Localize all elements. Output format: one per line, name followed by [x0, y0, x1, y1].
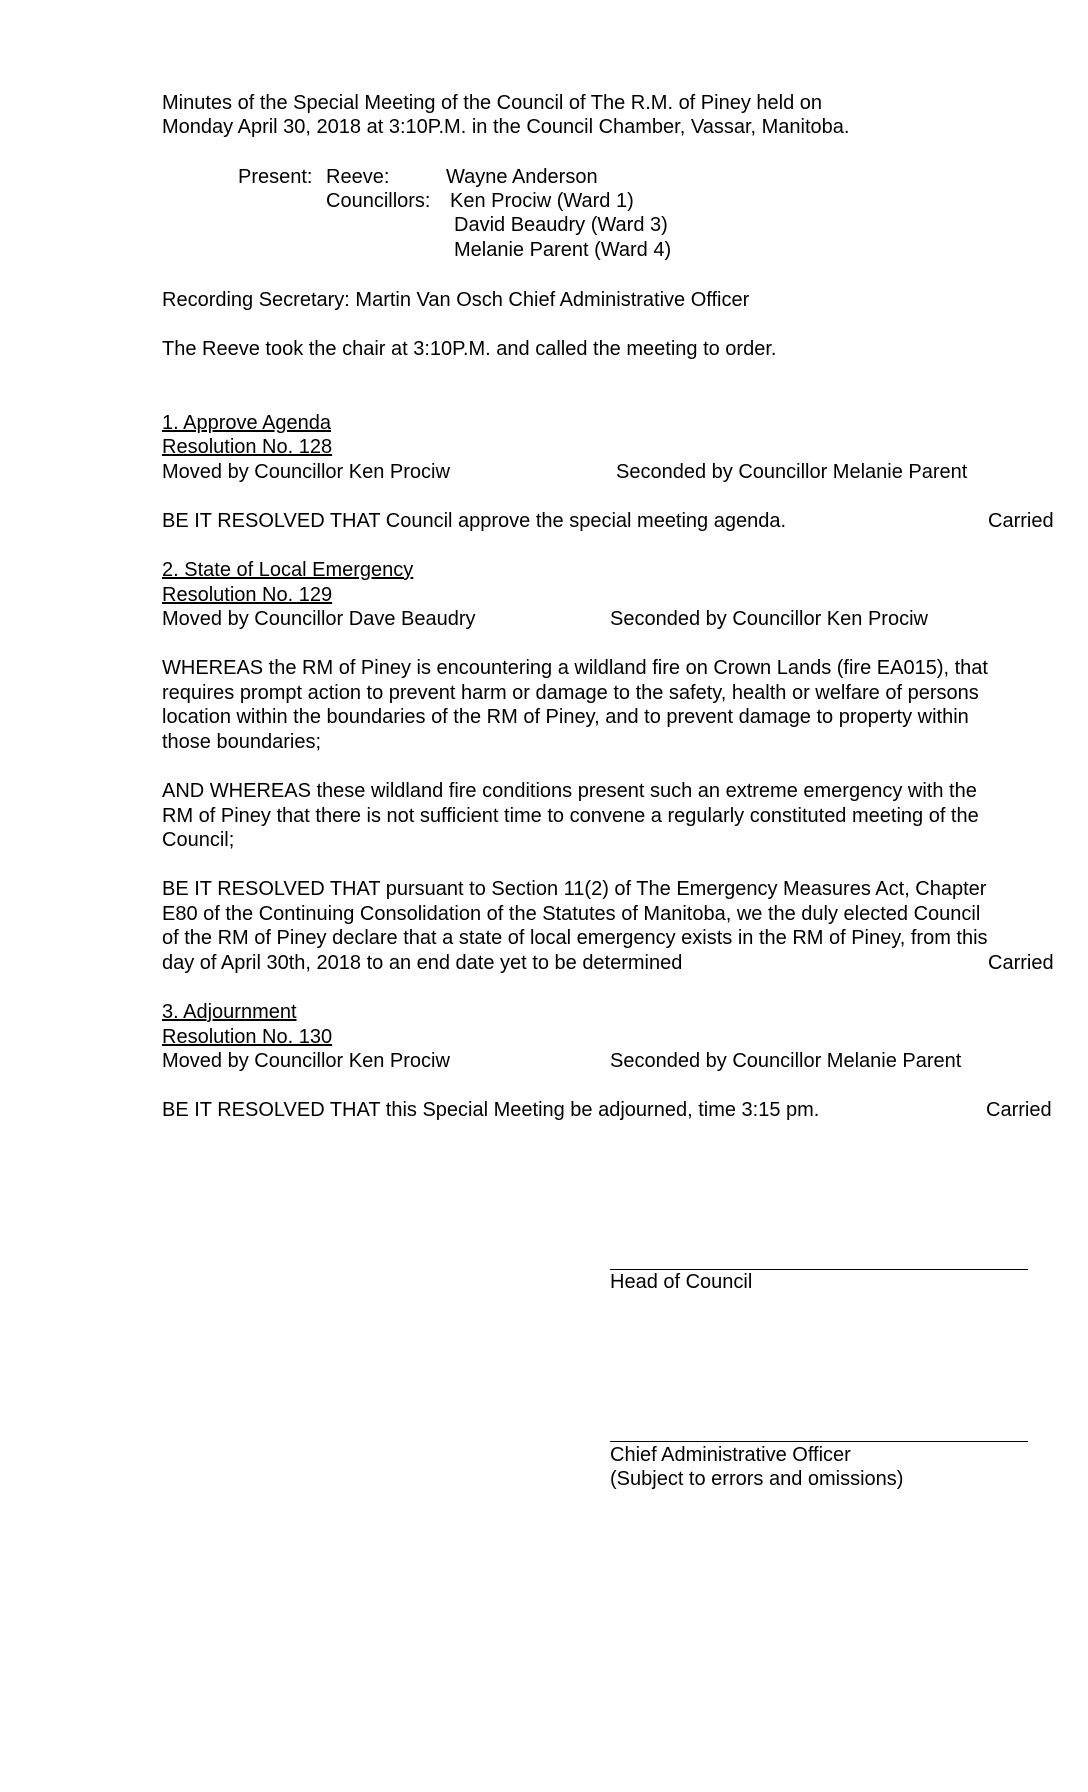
header-line-1: Minutes of the Special Meeting of the Council of The R.M. of Piney held on — [162, 92, 822, 114]
resolved-line: E80 of the Continuing Consolidation of the Statutes of Manitoba, we the duly elected Council — [162, 902, 981, 925]
councillor-3: Melanie Parent (Ward 4) — [454, 239, 672, 261]
item-1-moved: Moved by Councillor Ken Prociw — [162, 461, 450, 483]
head-of-council-label: Head of Council — [610, 1271, 753, 1293]
councillor-2: David Beaudry (Ward 3) — [454, 214, 668, 236]
item-3-moved: Moved by Councillor Ken Prociw — [162, 1050, 450, 1072]
recording-secretary: Recording Secretary: Martin Van Osch Chief Administrative Officer — [162, 289, 750, 311]
present-label: Present: — [238, 166, 313, 188]
item-1-heading: 1. Approve Agenda — [162, 412, 332, 434]
whereas-1-line: those boundaries; — [162, 730, 322, 753]
item-2-status: Carried — [988, 952, 1054, 974]
header-line-2: Monday April 30, 2018 at 3:10P.M. in the Council Chamber, Vassar, Manitoba. — [162, 116, 850, 138]
whereas-1-line: requires prompt action to prevent harm or damage to the safety, health or welfare of persons — [162, 681, 979, 704]
item-1-seconded: Seconded by Councillor Melanie Parent — [616, 461, 968, 483]
item-1-resolution: Resolution No. 128 — [162, 436, 333, 458]
reeve-label: Reeve: — [326, 166, 390, 188]
item-2-heading: 2. State of Local Emergency — [162, 559, 414, 581]
resolved-line: BE IT RESOLVED THAT pursuant to Section 11(2) of The Emergency Measures Act, Chapter — [162, 878, 987, 900]
whereas-2-line: RM of Piney that there is not sufficient time to convene a regularly constituted meeting of the — [162, 804, 979, 827]
whereas-2-line: Council; — [162, 829, 235, 851]
item-3-resolution: Resolution No. 130 — [162, 1026, 333, 1048]
item-2-whereas-1 — [162, 656, 1062, 754]
call-to-order: The Reeve took the chair at 3:10P.M. and called the meeting to order. — [162, 338, 777, 360]
item-2-resolved — [162, 877, 1062, 975]
reeve-name: Wayne Anderson — [446, 166, 598, 188]
item-3-seconded: Seconded by Councillor Melanie Parent — [610, 1050, 962, 1072]
errors-omissions-note: (Subject to errors and omissions) — [610, 1468, 904, 1490]
whereas-2-line: AND WHEREAS these wildland fire conditions present such an extreme emergency with the — [162, 780, 977, 802]
item-2-resolution: Resolution No. 129 — [162, 584, 333, 606]
item-1-resolved: BE IT RESOLVED THAT Council approve the special meeting agenda. — [162, 510, 787, 532]
resolved-line: day of April 30th, 2018 to an end date yet to be determined — [162, 951, 683, 974]
item-2-whereas-2 — [162, 779, 1062, 853]
item-3-heading: 3. Adjournment — [162, 1001, 297, 1023]
item-2-moved: Moved by Councillor Dave Beaudry — [162, 608, 476, 630]
whereas-1-line: WHEREAS the RM of Piney is encountering a wildland fire on Crown Lands (fire EA015), that — [162, 657, 988, 679]
resolved-line: of the RM of Piney declare that a state of local emergency exists in the RM of Piney, from this — [162, 927, 988, 949]
councillor-1: Ken Prociw (Ward 1) — [450, 190, 634, 212]
whereas-1-line: location within the boundaries of the RM of Piney, and to prevent damage to property within — [162, 706, 969, 728]
item-2-seconded: Seconded by Councillor Ken Prociw — [610, 608, 928, 630]
item-1-status: Carried — [988, 510, 1054, 532]
item-3-resolved: BE IT RESOLVED THAT this Special Meeting be adjourned, time 3:15 pm. — [162, 1099, 820, 1121]
signature-line-cao — [610, 1441, 1028, 1442]
cao-label: Chief Administrative Officer — [610, 1444, 851, 1466]
councillors-label: Councillors: — [326, 190, 431, 212]
item-3-status: Carried — [986, 1099, 1052, 1121]
